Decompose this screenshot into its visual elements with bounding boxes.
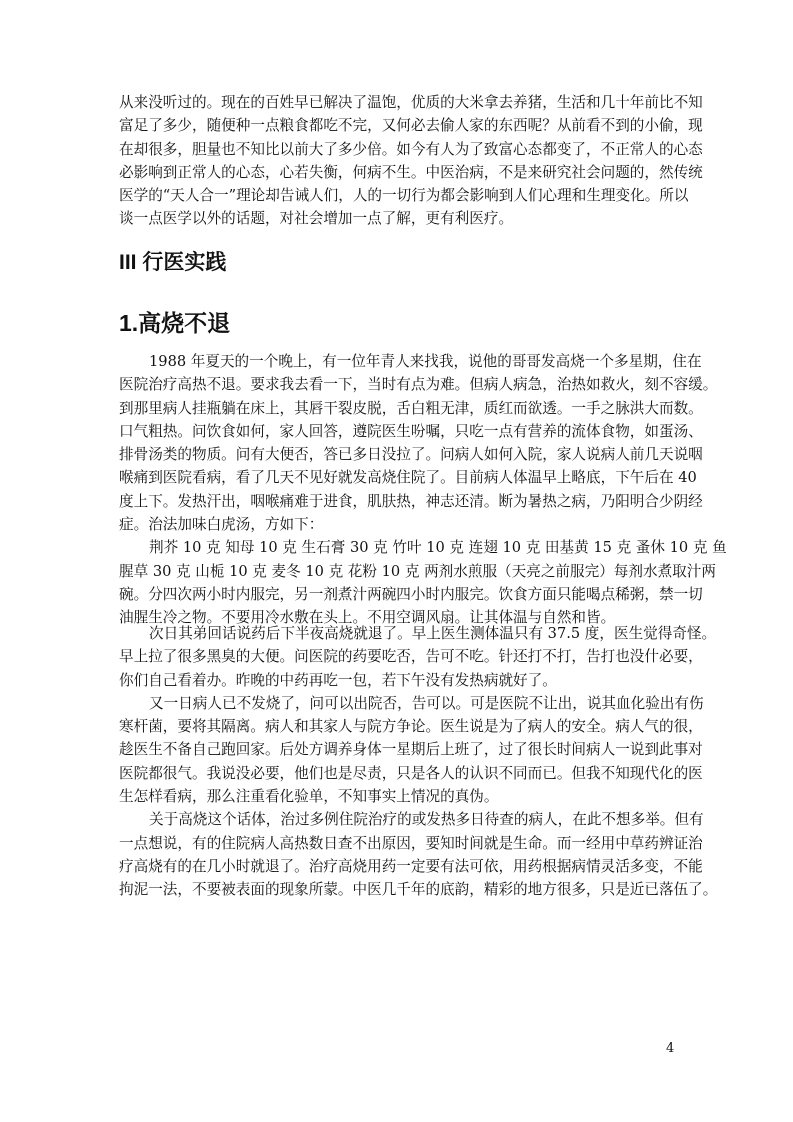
case-text-block [119,350,727,630]
subsection-heading: 1.高烧不退 [119,310,231,336]
text-line: 荆芥 10 克 知母 10 克 生石膏 30 克 竹叶 10 克 连翅 10 克 田基黄 15 克 蚤休 10 克 鱼 [149,539,727,557]
section-heading: III 行医实践 [119,251,227,274]
text-line: 早上拉了很多黑臭的大便。问医院的药要吃否，告可不吃。针还打不打，告打也没什必要， [119,648,703,666]
intro-text-block [119,91,703,231]
text-line: 你们自己看着办。昨晚的中药再吃一包，若下午没有发热病就好了。 [119,671,557,689]
paragraph [119,692,704,808]
text-line: 医院治疗高热不退。要求我去看一下，当时有点为难。但病人病急，治热如救火，刻不容缓。 [119,376,718,394]
text-line: 生怎样看病，那么注重看化验单，不知事实上情况的真伪。 [119,788,499,806]
paragraph [119,536,727,629]
text-line: 在却很多，胆量也不知比以前大了多少倍。如今有人为了致富心态都变了，不正常人的心态 [119,140,703,158]
text-line: 关于高烧这个话体，治过多例住院治疗的或发热多日待查的病人，在此不想多举。但有 [149,811,704,829]
text-line: 又一日病人已不发烧了，问可以出院否，告可以。可是医院不让出，说其血化验出有伤 [149,694,704,712]
text-line: 腥草 30 克 山栀 10 克 麦冬 10 克 花粉 10 克 两剂水煎服（天亮之前服完）每剂水煮取汁两 [119,562,716,580]
paragraph [119,91,703,231]
text-line: 口气粗热。问饮食如何，家人回答，遵院医生吩嘱，只吃一点有营养的流体食物，如蛋汤、 [119,422,703,440]
text-line: 度上下。发热汗出，咽喉痛难于进食，肌肤热，神志还清。断为暑热之病，乃阳明合少阴经 [119,492,703,510]
text-line: 拘泥一法，不要被表面的现象所蒙。中医几千年的底韵，精彩的地方很多，只是近已落伍了。 [119,881,718,899]
page-number: 4 [666,1041,675,1056]
text-line: 1988 年夏天的一个晚上，有一位年青人来找我，说他的哥哥发高烧一个多星期，住在 [149,353,702,370]
text-line: 次日其弟回话说药后下半夜高烧就退了。早上医生测体温只有 37.5 度，医生觉得奇怪。 [149,625,717,642]
text-line: 富足了多少，随便种一点粮食都吃不完，又何必去偷人家的东西呢？从前看不到的小偷，现 [119,117,703,135]
text-line: 喉痛到医院看病，看了几天不见好就发高烧住院了。目前病人体温早上略底，下午后在 40 [119,469,697,487]
text-line: 到那里病人挂瓶躺在床上，其唇干裂皮脱，舌白粗无津，质红而欲透。一手之脉洪大而数。 [119,399,703,417]
text-line: 医院都很气。我说没必要，他们也是尽责，只是各人的认识不同而已。但我不知现代化的医 [119,764,703,782]
text-line: 一点想说，有的住院病人高热数日查不出原因，要知时间就是生命。而一经用中草药辨证治 [119,834,703,852]
paragraph [119,622,717,692]
text-line: 趁医生不备自己跑回家。后处方调养身体一星期后上班了，过了很长时间病人一说到此事对 [119,741,703,759]
text-line: 医学的“天人合一”理论却告诫人们，人的一切行为都会影响到人们心理和生理变化。所以 [119,187,689,205]
text-line: 疗高烧有的在几小时就退了。治疗高烧用药一定要有法可依，用药根据病情灵活多变，不能 [119,857,703,875]
paragraph [119,350,718,536]
text-line: 碗。分四次两小时内服完，另一剂煮汁两碗四小时内服完。饮食方面只能喝点稀粥，禁一切 [119,585,703,603]
text-line: 症。治法加味白虎汤，方如下： [119,516,324,534]
text-line: 油腥生冷之物。不要用冷水敷在头上。不用空调风扇。让其体温与自然和皆。 [119,609,616,627]
text-line: 寒杆菌，要将其隔离。病人和其家人与院方争论。医生说是为了病人的安全。病人气的很， [119,718,703,736]
followup-text-block [119,622,718,902]
text-line: 排骨汤类的物质。问有大便否，答已多日没拉了。问病人如何入院，家人说病人前几天说咽 [119,446,703,464]
text-line: 必影响到正常人的心态，心若失衡，何病不生。中医治病，不是来研究社会问题的，然传统 [119,163,703,181]
text-line: 从来没听过的。现在的百姓早已解决了温饱，优质的大米拿去养猪，生活和几十年前比不知 [119,94,703,111]
paragraph [119,808,718,901]
text-line: 谈一点医学以外的话题，对社会增加一点了解，更有利医疗。 [119,210,514,228]
